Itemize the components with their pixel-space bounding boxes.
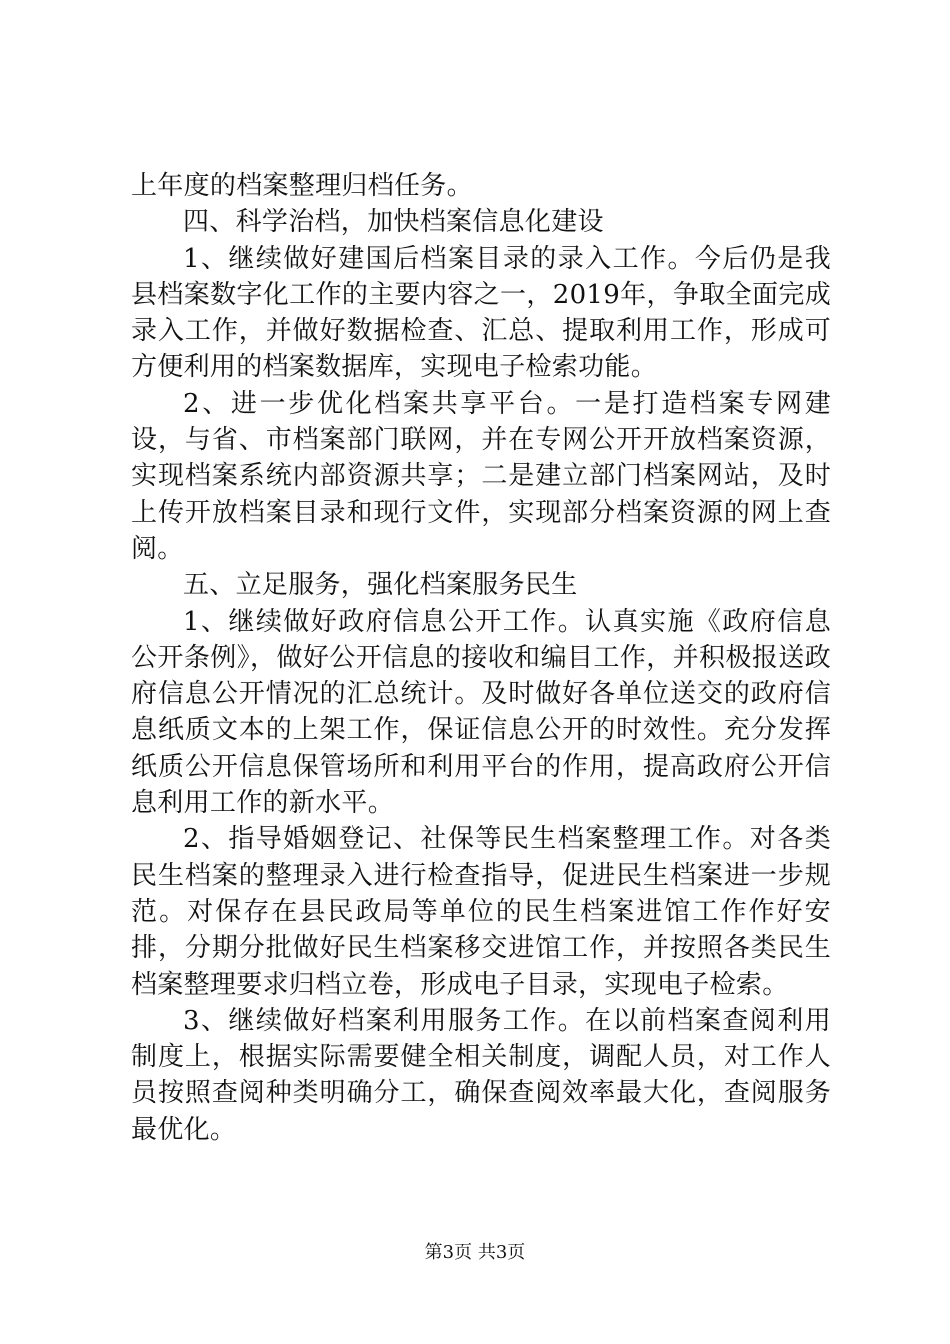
- document-body: [131, 168, 831, 1148]
- section-heading-4: 四、科学治档，加快档案信息化建设: [183, 207, 604, 238]
- paragraph-5-1: 1、继续做好政府信息公开工作。认真实施《政府信息公开条例》，做好公开信息的接收和编目工作，并积极报送政府信息公开情况的汇总统计。及时做好各单位送交的政府信息纸质文本的上架工作，保证信息公开的时效性。充分发挥纸质公开信息保管场所和利用平台的作用，提高政府公开信息利用工作的新水平。: [131, 606, 831, 819]
- paragraph-continuation: 上年度的档案整理归档任务。: [131, 171, 473, 201]
- paragraph-4-1: 1、继续做好建国后档案目录的录入工作。今后仍是我县档案数字化工作的主要内容之一，2019年，争取全面完成录入工作，并做好数据检查、汇总、提取利用工作，形成可方便利用的档案数据库，实现电子检索功能。: [131, 243, 831, 383]
- section-heading-5: 五、立足服务，强化档案服务民生: [183, 570, 578, 601]
- paragraph-4-2: 2、进一步优化档案共享平台。一是打造档案专网建设，与省、市档案部门联网，并在专网公开开放档案资源，实现档案系统内部资源共享；二是建立部门档案网站，及时上传开放档案目录和现行文件，实现部分档案资源的网上查阅。: [131, 388, 831, 564]
- paragraph-5-2: 2、指导婚姻登记、社保等民生档案整理工作。对各类民生档案的整理录入进行检查指导，促进民生档案进一步规范。对保存在县民政局等单位的民生档案进馆工作作好安排，分期分批做好民生档案移交进馆工作，并按照各类民生档案整理要求归档立卷，形成电子目录，实现电子检索。: [131, 824, 831, 1000]
- page-number-label: 第3页 共3页: [424, 1242, 526, 1263]
- page-footer: [0, 1241, 950, 1265]
- paragraph-5-3: 3、继续做好档案利用服务工作。在以前档案查阅利用制度上，根据实际需要健全相关制度，调配人员，对工作人员按照查阅种类明确分工，确保查阅效率最大化，查阅服务最优化。: [131, 1005, 831, 1145]
